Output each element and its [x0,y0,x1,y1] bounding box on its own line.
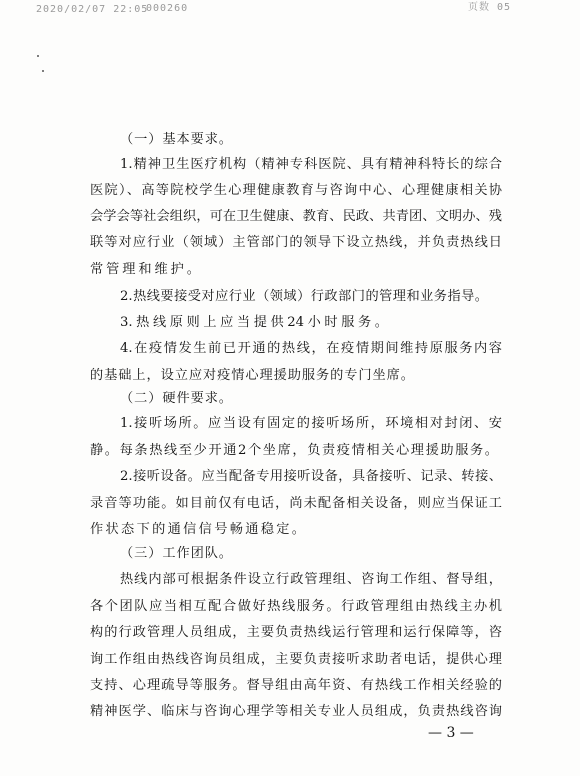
paragraph-line: 医院）、高等院校学生心理健康教育与咨询中心、心理健康相关协 [90,183,502,198]
section-heading-basic-requirements: （一）基本要求。 [120,132,232,147]
paragraph-line: 热线内部可根据条件设立行政管理组、咨询工作组、督导组， [120,572,502,587]
scan-speck [42,70,44,72]
paragraph-line: 静。每条热线至少开通2个坐席，负责疫情相关心理援助服务。 [90,443,498,458]
paragraph-line: 询工作组由热线咨询员组成，主要负责接听求助者电话，提供心理 [90,652,502,667]
paragraph-line: 录音等功能。如目前仅有电话，尚未配备相关设备，则应当保证工 [90,496,502,511]
paragraph-line: 构的行政管理人员组成，主要负责热线运行管理和运行保障等，咨 [90,625,502,640]
paragraph-line: 联等对应行业（领域）主管部门的领导下设立热线，并负责热线日 [90,235,502,250]
paragraph-line: 1.接听场所。应当设有固定的接听场所，环境相对封闭、安 [120,416,502,431]
paragraph-line: 1.精神卫生医疗机构（精神专科医院、具有精神科特长的综合 [120,157,502,172]
scan-speck [37,55,39,57]
paragraph-line: 3.热线原则上应当提供24小时服务。 [120,315,388,330]
section-heading-work-team: （三）工作团队。 [120,546,232,561]
fax-page-mark: 页数 05 [468,2,512,13]
paragraph-line: 支持、心理疏导等服务。督导组由高年资、有热线工作相关经验的 [90,678,502,693]
page-number: — 3 — [428,725,474,741]
paragraph-line: 2.接听设备。应当配备专用接听设备，具备接听、记录、转接、 [120,469,502,484]
paragraph-line: 作状态下的通信信号畅通稳定。 [90,522,305,537]
section-heading-hardware-requirements: （二）硬件要求。 [120,391,232,406]
paragraph-line: 4.在疫情发生前已开通的热线，在疫情期间维持原服务内容 [120,341,502,356]
paragraph-line: 会学会等社会组织，可在卫生健康、教育、民政、共青团、文明办、残 [90,209,502,224]
paragraph-line: 各个团队应当相互配合做好热线服务。行政管理组由热线主办机 [90,599,502,614]
paragraph-line: 2.热线要接受对应行业（领域）行政部门的管理和业务指导。 [120,289,488,304]
paragraph-line: 精神医学、临床与咨询心理学等相关专业人员组成，负责热线咨询 [90,704,502,719]
paragraph-line: 常管理和维护。 [90,262,200,277]
paragraph-line: 的基础上，设立应对疫情心理援助服务的专门坐席。 [90,368,414,383]
fax-datetime: 2020/02/07 22:05 [36,4,149,15]
fax-code: 000260 [146,3,189,14]
